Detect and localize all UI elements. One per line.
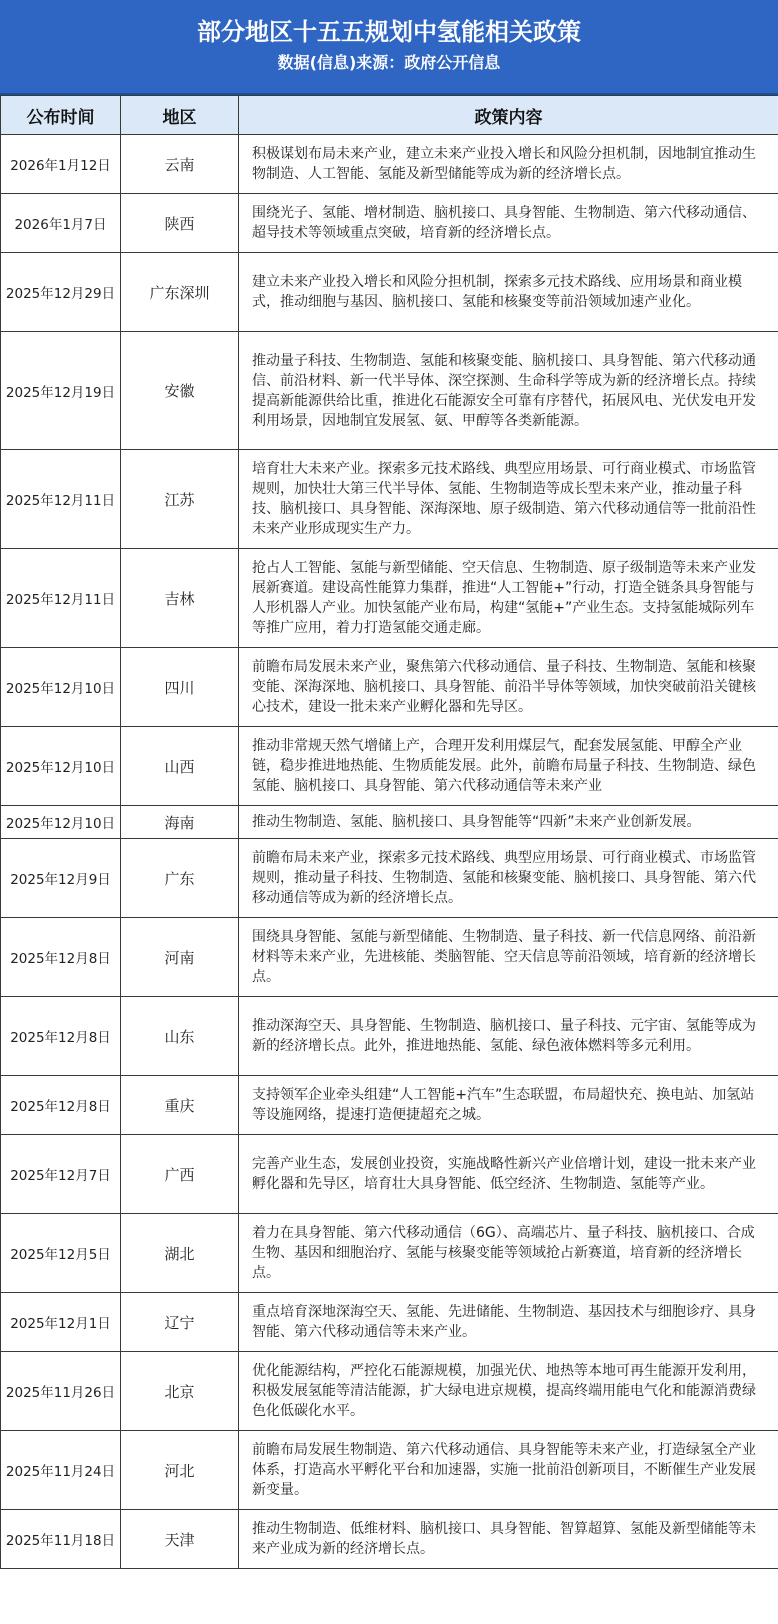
policy-content: 推动生物制造、氢能、脑机接口、具身智能等“四新”未来产业创新发展。 — [239, 806, 778, 839]
policy-table — [0, 95, 778, 1569]
table-row — [1, 450, 778, 549]
policy-region: 云南 — [121, 135, 239, 194]
page-title: 部分地区十五五规划中氢能相关政策 — [197, 18, 581, 46]
policy-date: 2025年12月5日 — [1, 1214, 121, 1293]
table-row — [1, 727, 778, 806]
page-header — [0, 0, 778, 95]
policy-region: 吉林 — [121, 549, 239, 648]
policy-region: 陕西 — [121, 194, 239, 253]
policy-content: 建立未来产业投入增长和风险分担机制，探索多元技术路线、应用场景和商业模式，推动细胞与基因、脑机接口、氢能和核聚变等前沿领域加速产业化。 — [239, 253, 778, 332]
policy-region: 江苏 — [121, 450, 239, 549]
table-row — [1, 918, 778, 997]
table-row — [1, 549, 778, 648]
policy-region: 重庆 — [121, 1076, 239, 1135]
table-row — [1, 648, 778, 727]
column-header-date: 公布时间 — [1, 96, 121, 135]
policy-content: 完善产业生态，发展创业投资，实施战略性新兴产业倍增计划，建设一批未来产业孵化器和先导区，培育壮大具身智能、低空经济、生物制造、氢能等产业。 — [239, 1135, 778, 1214]
policy-date: 2025年11月26日 — [1, 1352, 121, 1431]
policy-region: 山西 — [121, 727, 239, 806]
table-row — [1, 332, 778, 450]
table-row — [1, 1431, 778, 1510]
policy-region: 湖北 — [121, 1214, 239, 1293]
policy-date: 2025年12月10日 — [1, 806, 121, 839]
policy-content: 着力在具身智能、第六代移动通信（6G）、高端芯片、量子科技、脑机接口、合成生物、基因和细胞治疗、氢能与核聚变能等领域抢占新赛道，培育新的经济增长点。 — [239, 1214, 778, 1293]
table-row — [1, 1352, 778, 1431]
policy-region: 河南 — [121, 918, 239, 997]
policy-content: 前瞻布局发展生物制造、第六代移动通信、具身智能等未来产业，打造绿氢全产业体系，打造高水平孵化平台和加速器，实施一批前沿创新项目，不断催生产业发展新变量。 — [239, 1431, 778, 1510]
policy-date: 2025年12月10日 — [1, 727, 121, 806]
policy-content: 抢占人工智能、氢能与新型储能、空天信息、生物制造、原子级制造等未来产业发展新赛道。建设高性能算力集群，推进“人工智能+”行动，打造全链条具身智能与人形机器人产业。加快氢能产业布局，构建“氢能+”产业生态。支持氢能城际列车等推广应用，着力打造氢能交通走廊。 — [239, 549, 778, 648]
policy-date: 2025年12月10日 — [1, 648, 121, 727]
policy-content: 前瞻布局未来产业，探索多元技术路线、典型应用场景、可行商业模式、市场监管规则，推动量子科技、生物制造、氢能和核聚变能、脑机接口、具身智能、第六代移动通信等成为新的经济增长点。 — [239, 839, 778, 918]
policy-date: 2025年12月8日 — [1, 918, 121, 997]
policy-content: 重点培育深地深海空天、氢能、先进储能、生物制造、基因技术与细胞诊疗、具身智能、第六代移动通信等未来产业。 — [239, 1293, 778, 1352]
policy-date: 2025年11月24日 — [1, 1431, 121, 1510]
table-row — [1, 997, 778, 1076]
policy-content: 积极谋划布局未来产业，建立未来产业投入增长和风险分担机制，因地制宜推动生物制造、人工智能、氢能及新型储能等成为新的经济增长点。 — [239, 135, 778, 194]
policy-content: 推动深海空天、具身智能、生物制造、脑机接口、量子科技、元宇宙、氢能等成为新的经济增长点。此外，推进地热能、氢能、绿色液体燃料等多元利用。 — [239, 997, 778, 1076]
policy-content: 培育壮大未来产业。探索多元技术路线、典型应用场景、可行商业模式、市场监管规则，加快壮大第三代半导体、氢能、生物制造等成长型未来产业，推动量子科技、脑机接口、具身智能、深海深地、原子级制造、第六代移动通信等一批前沿性未来产业形成现实生产力。 — [239, 450, 778, 549]
policy-content: 推动生物制造、低维材料、脑机接口、具身智能、智算超算、氢能及新型储能等未来产业成为新的经济增长点。 — [239, 1510, 778, 1569]
policy-region: 海南 — [121, 806, 239, 839]
table-row — [1, 839, 778, 918]
policy-content: 前瞻布局发展未来产业，聚焦第六代移动通信、量子科技、生物制造、氢能和核聚变能、深海深地、脑机接口、具身智能、前沿半导体等领域，加快突破前沿关键核心技术，建设一批未来产业孵化器和先导区。 — [239, 648, 778, 727]
policy-region: 天津 — [121, 1510, 239, 1569]
policy-date: 2025年12月29日 — [1, 253, 121, 332]
table-row — [1, 135, 778, 194]
table-row — [1, 194, 778, 253]
policy-region: 河北 — [121, 1431, 239, 1510]
table-row — [1, 806, 778, 839]
policy-region: 山东 — [121, 997, 239, 1076]
policy-region: 北京 — [121, 1352, 239, 1431]
policy-region: 辽宁 — [121, 1293, 239, 1352]
policy-content: 支持领军企业牵头组建“人工智能+汽车”生态联盟，布局超快充、换电站、加氢站等设施网络，提速打造便捷超充之城。 — [239, 1076, 778, 1135]
policy-date: 2025年12月11日 — [1, 450, 121, 549]
table-row — [1, 1293, 778, 1352]
policy-region: 四川 — [121, 648, 239, 727]
policy-content: 推动量子科技、生物制造、氢能和核聚变能、脑机接口、具身智能、第六代移动通信、前沿材料、新一代半导体、深空探测、生命科学等成为新的经济增长点。持续提高新能源供给比重，推进化石能源安全可靠有序替代，拓展风电、光伏发电开发利用场景，因地制宜发展氢、氨、甲醇等各类新能源。 — [239, 332, 778, 450]
policy-region: 安徽 — [121, 332, 239, 450]
policy-date: 2025年11月18日 — [1, 1510, 121, 1569]
policy-date: 2025年12月1日 — [1, 1293, 121, 1352]
data-source-subtitle: 数据(信息)来源：政府公开信息 — [277, 53, 501, 72]
column-header-region: 地区 — [121, 96, 239, 135]
policy-date: 2025年12月8日 — [1, 997, 121, 1076]
policy-date: 2025年12月8日 — [1, 1076, 121, 1135]
table-row — [1, 1510, 778, 1569]
policy-date: 2025年12月11日 — [1, 549, 121, 648]
policy-date: 2025年12月19日 — [1, 332, 121, 450]
policy-region: 广东 — [121, 839, 239, 918]
table-row — [1, 1214, 778, 1293]
policy-region: 广东深圳 — [121, 253, 239, 332]
policy-content: 优化能源结构，严控化石能源规模，加强光伏、地热等本地可再生能源开发利用，积极发展氢能等清洁能源，扩大绿电进京规模，提高终端用能电气化和能源消费绿色化低碳化水平。 — [239, 1352, 778, 1431]
policy-date: 2025年12月7日 — [1, 1135, 121, 1214]
policy-content: 推动非常规天然气增储上产，合理开发利用煤层气，配套发展氢能、甲醇全产业链，稳步推进地热能、生物质能发展。此外，前瞻布局量子科技、生物制造、绿色氢能、脑机接口、具身智能、第六代移动通信等未来产业 — [239, 727, 778, 806]
policy-date: 2026年1月7日 — [1, 194, 121, 253]
policy-content: 围绕光子、氢能、增材制造、脑机接口、具身智能、生物制造、第六代移动通信、超导技术等领域重点突破，培育新的经济增长点。 — [239, 194, 778, 253]
table-row — [1, 1076, 778, 1135]
policy-date: 2025年12月9日 — [1, 839, 121, 918]
policy-content: 围绕具身智能、氢能与新型储能、生物制造、量子科技、新一代信息网络、前沿新材料等未来产业，先进核能、类脑智能、空天信息等前沿领域，培育新的经济增长点。 — [239, 918, 778, 997]
table-header-row — [1, 96, 778, 135]
policy-date: 2026年1月12日 — [1, 135, 121, 194]
table-row — [1, 1135, 778, 1214]
policy-region: 广西 — [121, 1135, 239, 1214]
table-row — [1, 253, 778, 332]
column-header-content: 政策内容 — [239, 96, 778, 135]
